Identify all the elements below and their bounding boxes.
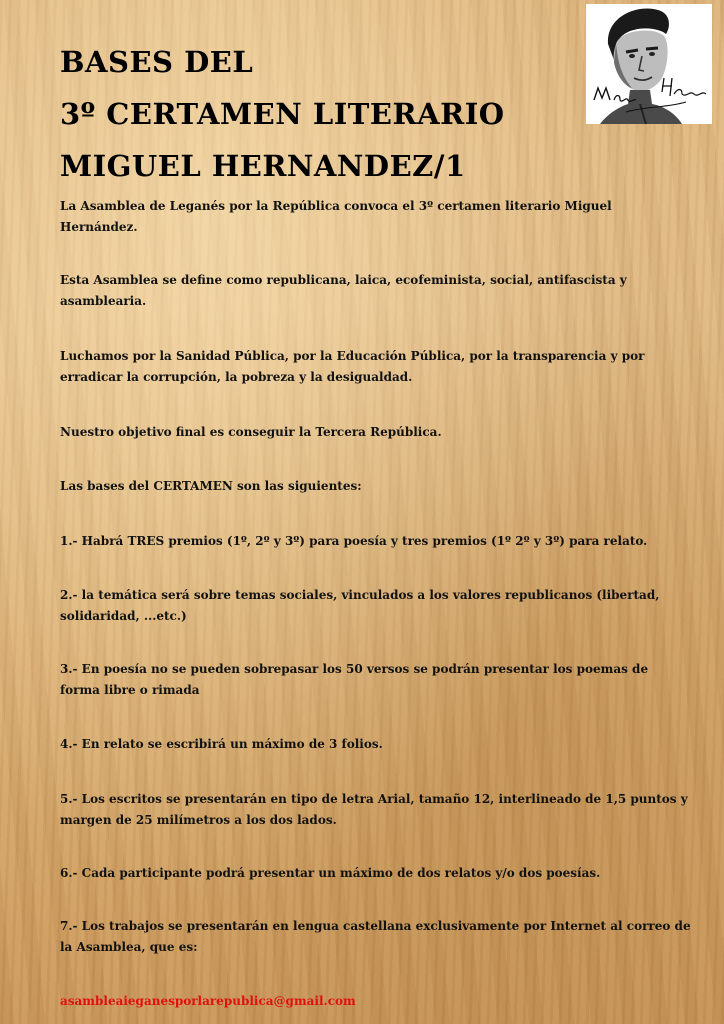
title-line-2: 3º CERTAMEN LITERARIO <box>60 97 505 131</box>
rule-1: 1.- Habrá TRES premios (1º, 2º y 3º) para poesía y tres premios (1º 2º y 3º) para relato. <box>60 534 648 548</box>
portrait-drawing <box>586 4 712 124</box>
bases-intro-paragraph: Las bases del CERTAMEN son las siguientes: <box>60 479 362 493</box>
contact-email-link[interactable]: asambleaieganesporlarepublica@gmail.com <box>60 994 356 1008</box>
rule-2: 2.- la temática será sobre temas sociales, vinculados a los valores republicanos (libertad, solidaridad, ...etc.) <box>60 588 660 623</box>
fight-paragraph: Luchamos por la Sanidad Pública, por la Educación Pública, por la transparencia y por erradicar la corrupción, la pobreza y la desigualdad. <box>60 349 645 384</box>
title-line-3: MIGUEL HERNANDEZ/1 <box>60 149 466 183</box>
title-line-1: BASES DEL <box>60 45 254 79</box>
rule-6: 6.- Cada participante podrá presentar un máximo de dos relatos y/o dos poesías. <box>60 866 601 880</box>
portrait-image <box>586 4 712 124</box>
rule-4: 4.- En relato se escribirá un máximo de 3 folios. <box>60 737 383 751</box>
rule-3: 3.- En poesía no se pueden sobrepasar los 50 versos se podrán presentar los poemas de forma libre o rimada <box>60 662 649 697</box>
rule-7: 7.- Los trabajos se presentarán en lengua castellana exclusivamente por Internet al correo de la Asamblea, que es: <box>60 919 691 954</box>
rule-5: 5.- Los escritos se presentarán en tipo de letra Arial, tamaño 12, interlineado de 1,5 puntos y margen de 25 milímetros a los dos lados. <box>60 792 688 827</box>
goal-paragraph: Nuestro objetivo final es conseguir la Tercera República. <box>60 425 442 439</box>
page-title <box>60 36 505 192</box>
intro-paragraph: La Asamblea de Leganés por la República convoca el 3º certamen literario Miguel Hernández. <box>60 199 612 234</box>
definition-paragraph: Esta Asamblea se define como republicana, laica, ecofeminista, social, antifascista y asamblearia. <box>60 273 627 308</box>
